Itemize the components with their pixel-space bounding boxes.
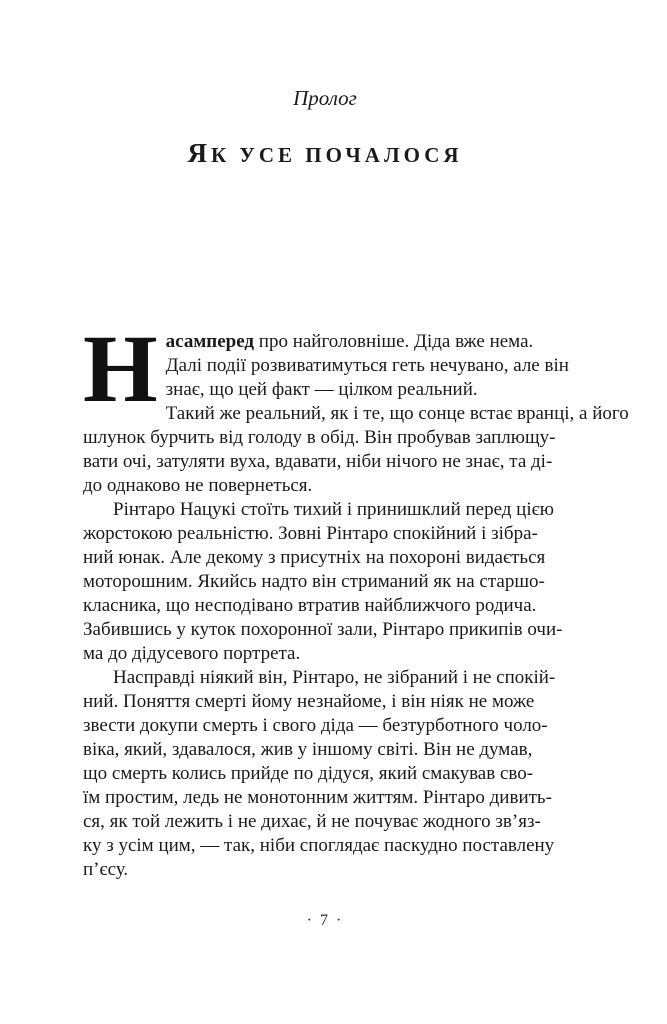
paragraph	[83, 498, 567, 666]
text-line: моторошним. Якийсь надто він стриманий як на старшо-	[83, 571, 545, 592]
text-line: Рінтаро Нацукі стоїть тихий і принишклий перед цією	[113, 499, 554, 520]
text-line: асамперед про найголовніше. Діда вже нема.	[165, 331, 534, 352]
text-line: до однаково не повернеться.	[83, 475, 313, 496]
text-line: звести докупи смерть і свого діда — безтурботного чоло-	[83, 715, 548, 736]
text-line: ний юнак. Але декому з присутніх на похороні видається	[83, 547, 546, 568]
text-line: жорстокою реальністю. Зовні Рінтаро спокійний і зібра-	[83, 523, 538, 544]
text-line: п’єсу.	[83, 859, 129, 880]
text-line: Такий же реальний, як і те, що сонце встає вранці, а його	[165, 403, 629, 424]
paragraph	[83, 315, 629, 498]
text-line: вати очі, затуляти вуха, вдавати, ніби нічого не знає, та ді-	[83, 451, 553, 472]
section-kicker: Пролог	[293, 86, 357, 110]
text-line: що смерть колись прийде по дідуся, який смакував сво-	[83, 763, 534, 784]
body-text	[83, 315, 629, 882]
text-line: класника, що несподівано втратив найближчого родича.	[83, 595, 537, 616]
page-number: · 7 ·	[306, 912, 344, 929]
chapter-title-rest: К УСЕ ПОЧАЛОСЯ	[210, 143, 463, 167]
text-line: ма до дідусевого портрета.	[83, 643, 301, 664]
lead-word: асамперед	[165, 331, 255, 352]
text-line: ку з усім цим, — так, ніби споглядає паскудно поставлену	[83, 835, 555, 856]
text-line: Далі події розвиватимуться геть нечувано, але він	[165, 355, 569, 376]
text-line: їм простим, ледь не монотонним життям. Рінтаро дивить-	[83, 787, 552, 808]
text-line: знає, що цей факт — цілком реальний.	[165, 379, 478, 400]
chapter-title	[83, 138, 567, 170]
paragraph	[83, 666, 567, 882]
drop-cap: Н	[83, 315, 158, 422]
chapter-title-initial: Я	[187, 138, 211, 168]
text-line: ний. Поняття смерті йому незнайоме, і він ніяк не може	[83, 691, 535, 712]
text-line: шлунок бурчить від голоду в обід. Він пробував заплющу-	[83, 427, 556, 448]
text-line: віка, який, здавалося, жив у іншому світі. Він не думав,	[83, 739, 533, 760]
text-line: Насправді ніякий він, Рінтаро, не зібраний і не спокій-	[113, 667, 556, 688]
text-line: Забившись у куток похоронної зали, Рінтаро прикипів очи-	[83, 619, 563, 640]
text-line: ся, як той лежить і не дихає, й не почуває жодного зв’яз-	[83, 811, 541, 832]
